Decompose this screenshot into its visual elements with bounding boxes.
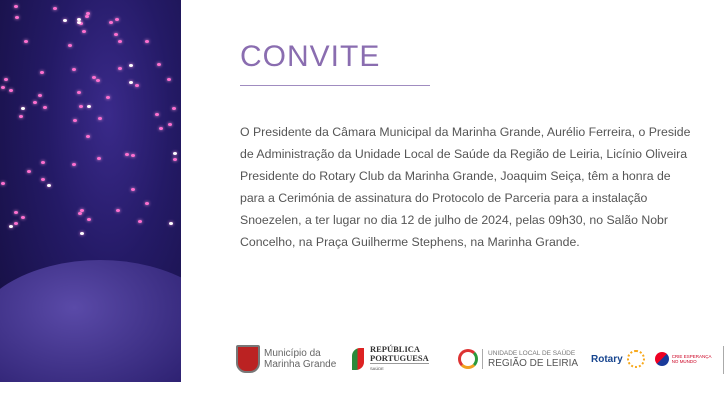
light-dot: [96, 79, 100, 82]
body-line: de Administração da Unidade Local de Saúde da Região de Leiria, Licínio Oliveira: [240, 147, 688, 161]
logo-text: Marinha Grande: [264, 359, 337, 370]
invitation-body: [240, 121, 728, 253]
light-dot: [115, 18, 119, 21]
light-dot: [41, 178, 45, 181]
light-dot: [40, 71, 44, 74]
light-dot: [118, 40, 122, 43]
sensory-room-photo: [0, 0, 181, 382]
logo-divider: [723, 346, 724, 374]
light-dot: [168, 123, 172, 126]
light-dot: [72, 68, 76, 71]
light-dot: [97, 157, 101, 160]
logo-text: UNIDADE LOCAL DE SAÚDE: [488, 350, 576, 357]
light-dot: [53, 7, 57, 10]
light-dot: [98, 117, 102, 120]
light-dot: [172, 107, 176, 110]
light-dot: [33, 101, 37, 104]
light-dot: [87, 105, 91, 108]
hope-icon: [655, 352, 669, 366]
light-dot: [129, 64, 133, 67]
light-dot: [80, 232, 84, 235]
light-dot: [82, 30, 86, 33]
light-dot: [73, 119, 77, 122]
light-dot: [92, 76, 96, 79]
light-dot: [173, 152, 177, 155]
light-dot: [114, 33, 118, 36]
light-dot: [155, 113, 159, 116]
rotary-wheel-icon: [627, 350, 645, 368]
light-dot: [135, 84, 139, 87]
logo-text: Rotary: [591, 353, 623, 365]
light-dot: [21, 107, 25, 110]
light-dot: [24, 40, 28, 43]
light-dot: [68, 44, 72, 47]
light-dot: [131, 188, 135, 191]
light-dot: [9, 225, 13, 228]
logo-text: CRIE ESPERANÇA: [671, 354, 712, 359]
body-line: O Presidente da Câmara Municipal da Marinha Grande, Aurélio Ferreira, o Preside: [240, 125, 691, 139]
light-dot: [116, 209, 120, 212]
light-dot: [14, 211, 18, 214]
light-dot: [138, 220, 142, 223]
light-dot: [109, 21, 113, 24]
light-dot: [72, 163, 76, 166]
logo-municipio: [236, 344, 336, 374]
flag-icon: [352, 348, 364, 370]
light-dot: [41, 161, 45, 164]
body-line: Snoezelen, a ter lugar no dia 12 de julho de 2024, pelas 09h30, no Salão Nobr: [240, 213, 668, 227]
title-divider: [240, 85, 430, 86]
light-dot: [173, 158, 177, 161]
light-dot: [1, 86, 5, 89]
light-dot: [47, 184, 51, 187]
light-dot: [159, 127, 163, 130]
logo-text: Município da: [264, 348, 321, 359]
light-dot: [38, 94, 42, 97]
light-dot: [167, 78, 171, 81]
light-dot: [87, 218, 91, 221]
logo-text: NO MUNDO: [671, 359, 697, 364]
ball-shape: [0, 260, 181, 382]
light-dot: [27, 170, 31, 173]
light-dot: [9, 89, 13, 92]
light-dot: [14, 5, 18, 8]
body-line: para a Cerimónia de assinatura do Protocolo de Parceria para a instalação: [240, 191, 648, 205]
light-dot: [77, 91, 81, 94]
light-dot: [21, 216, 25, 219]
logo-text: REGIÃO DE LEIRIA: [488, 358, 579, 369]
light-dot: [43, 106, 47, 109]
light-dot: [63, 19, 67, 22]
light-dot: [86, 135, 90, 138]
light-dot: [129, 81, 133, 84]
light-dot: [145, 202, 149, 205]
light-dot: [19, 115, 23, 118]
light-dot: [15, 16, 19, 19]
light-dot: [118, 67, 122, 70]
body-line: Concelho, na Praça Guilherme Stephens, na Marinha Grande.: [240, 235, 580, 249]
coat-of-arms-icon: [236, 345, 260, 373]
uls-icon: [458, 349, 478, 369]
partner-logos: [236, 344, 728, 376]
logo-text: PORTUGUESA: [370, 353, 429, 363]
light-dot: [106, 96, 110, 99]
logo-text: SAÚDE: [370, 366, 384, 371]
body-line: Presidente do Rotary Club da Marinha Grande, Joaquim Seiça, têm a honra de: [240, 169, 671, 183]
logo-text: REPÚBLICA: [370, 344, 421, 354]
light-dot: [14, 222, 18, 225]
light-dot: [125, 153, 129, 156]
page-title: CONVITE: [240, 40, 381, 73]
light-dot: [85, 15, 89, 18]
light-dot: [4, 78, 8, 81]
light-dot: [79, 105, 83, 108]
logo-uls: [458, 344, 578, 374]
light-dot: [169, 222, 173, 225]
logo-rotary: [591, 344, 711, 374]
light-dot: [78, 212, 82, 215]
light-dot: [145, 40, 149, 43]
light-dot: [157, 63, 161, 66]
light-dot: [1, 182, 5, 185]
logo-republica: [352, 344, 429, 374]
light-dot: [131, 154, 135, 157]
